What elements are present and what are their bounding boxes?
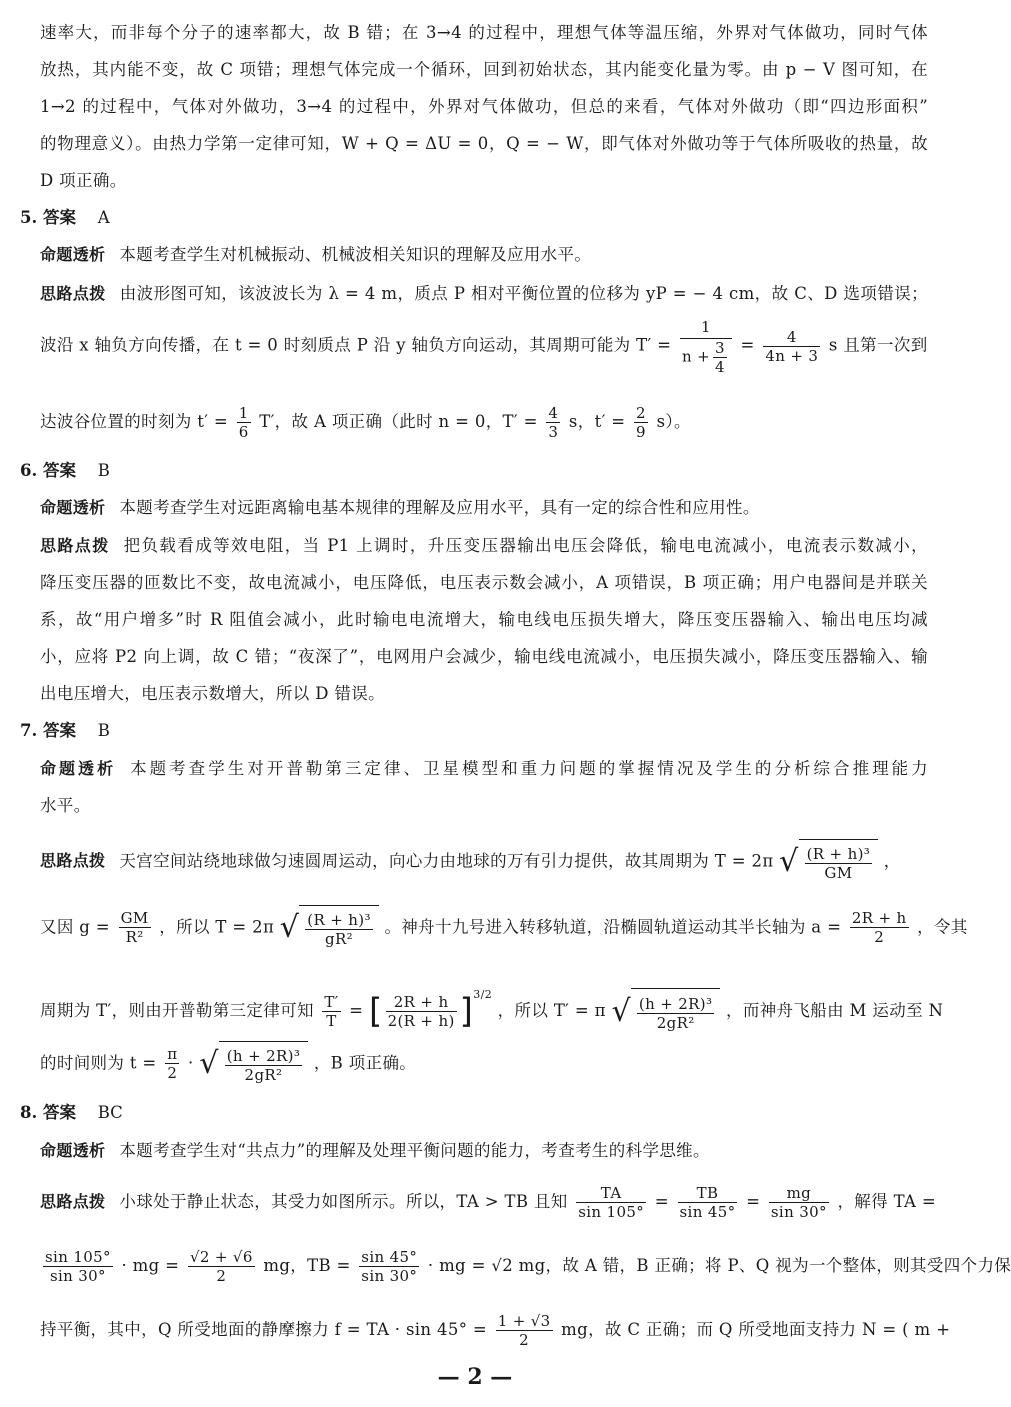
q8-answer-label: 答案 bbox=[42, 1103, 76, 1122]
q7-hint-text-4a: 的时间则为 t = bbox=[40, 1053, 157, 1073]
frac-denominator: GM bbox=[805, 863, 873, 882]
frac-denominator: 2 bbox=[188, 1266, 255, 1285]
frac-denominator: 3 bbox=[548, 423, 559, 441]
q7-intent-row-2: 水平。 bbox=[40, 796, 91, 815]
frac-numerator: sin 105° bbox=[45, 1248, 111, 1266]
equals-sign: = bbox=[740, 335, 755, 355]
q8-sin-ratio-2 bbox=[359, 1248, 419, 1285]
frac-denominator: 2gR² bbox=[637, 1013, 714, 1032]
frac-denominator: 2 bbox=[165, 1063, 179, 1082]
radical-sign: √ bbox=[611, 993, 631, 1029]
q6-intent-row bbox=[40, 498, 928, 518]
q8-hint-row-1 bbox=[40, 1180, 937, 1224]
q7-intent-row bbox=[40, 759, 928, 779]
q7-period-ratio bbox=[322, 993, 340, 1030]
q8-tb-fraction bbox=[678, 1184, 738, 1221]
q5-number: 5. bbox=[20, 208, 38, 227]
radical-sign: √ bbox=[199, 1046, 219, 1081]
frac-denominator: sin 45° bbox=[679, 1203, 736, 1221]
q5-hint-text-3d: s）。 bbox=[656, 412, 691, 431]
frac-numerator: TA bbox=[600, 1184, 622, 1202]
q5-hint-row-3 bbox=[40, 402, 928, 442]
frac-numerator: 1 bbox=[238, 404, 249, 422]
q6-hint-row-3: 系，故“用户增多”时 R 阻值会减小，此时输电电流增大，输电线电压损失增大，降压变压器输入、输出电压均减 bbox=[40, 610, 928, 629]
radicand bbox=[299, 905, 379, 952]
q7-hint-text-3c: ，所以 T′ = π bbox=[497, 1001, 606, 1020]
q6-number: 6. bbox=[20, 461, 38, 480]
radicand bbox=[631, 988, 720, 1035]
multiplication-dot: · bbox=[188, 1053, 194, 1073]
q7-hint-row-4 bbox=[40, 1040, 928, 1088]
q5-hint-text-3c: s，t′ = bbox=[568, 412, 626, 431]
frac-numerator: π bbox=[167, 1045, 178, 1064]
q7-hint-text-1b: ， bbox=[883, 851, 901, 871]
equals-sign: = bbox=[349, 1001, 364, 1020]
q4-line-5: D 项正确。 bbox=[40, 171, 127, 190]
frac-numerator: 4 bbox=[548, 404, 559, 422]
q5-hint-text-1: 由波形图可知，该波波长为 λ = 4 m，质点 P 相对平衡位置的位移为 yP = − 4 cm，故 C、D 选项错误； bbox=[119, 284, 928, 303]
frac-denominator: sin 30° bbox=[43, 1266, 113, 1285]
frac-numerator: 2R + h bbox=[851, 909, 907, 928]
q8-ta-fraction bbox=[576, 1184, 646, 1221]
q5-hint-label: 思路点拨 bbox=[40, 284, 106, 303]
q8-hint-row-3 bbox=[40, 1308, 951, 1352]
frac-denominator: R² bbox=[119, 927, 151, 946]
frac-denominator: T bbox=[322, 1011, 340, 1030]
q5-fraction-4-3 bbox=[546, 404, 560, 441]
frac-denominator: sin 30° bbox=[361, 1267, 418, 1285]
q6-answer-row bbox=[20, 461, 110, 481]
frac-numerator: 3 bbox=[715, 339, 725, 357]
frac-numerator: 2 bbox=[636, 404, 646, 422]
q4-line-4: 的物理意义）。由热力学第一定律可知，W + Q = ΔU = 0，Q = − W，即气体对外做功等于气体所吸收的热量，故 bbox=[40, 134, 928, 153]
q8-hint-text-2c: · mg = √2 mg，故 A 错，B 正确；将 P、Q 视为一个整体，则其受四个力保 bbox=[427, 1256, 1011, 1275]
q8-intent-label: 命题透析 bbox=[40, 1141, 106, 1160]
radical-sign: √ bbox=[279, 910, 300, 945]
frac-numerator: sin 45° bbox=[361, 1248, 418, 1266]
q5-hint-row-2 bbox=[40, 316, 928, 376]
frac-numerator: (R + h)³ bbox=[806, 845, 871, 863]
q5-hint-text-2b: s 且第一次到 bbox=[828, 335, 928, 355]
q6-hint-row-1 bbox=[40, 536, 928, 556]
q7-sqrt-4 bbox=[199, 1040, 308, 1088]
q6-intent-label: 命题透析 bbox=[40, 498, 106, 517]
frac-denominator: 2gR² bbox=[225, 1065, 302, 1084]
q8-root-fraction bbox=[188, 1248, 255, 1285]
q7-hint-row-3 bbox=[40, 972, 944, 1035]
q7-hint-row-1 bbox=[40, 838, 928, 886]
q4-line-1: 速率大，而非每个分子的速率都大，故 B 错；在 3→4 的过程中，理想气体等温压缩，外界对气体做功，同时气体 bbox=[40, 23, 928, 42]
q8-number: 8. bbox=[20, 1103, 38, 1122]
q5-answer-label: 答案 bbox=[42, 208, 76, 227]
q6-hint-label: 思路点拨 bbox=[40, 536, 110, 555]
frac-numerator: (R + h)³ bbox=[307, 911, 371, 929]
q7-number: 7. bbox=[20, 721, 38, 740]
q7-intent-text-1: 本题考查学生对开普勒第三定律、卫星模型和重力问题的掌握情况及学生的分析综合推理能力 bbox=[130, 759, 928, 778]
frac-denominator: sin 105° bbox=[578, 1203, 645, 1221]
q8-hint-text-1b: ，解得 TA = bbox=[837, 1192, 937, 1211]
radicand bbox=[219, 1041, 308, 1088]
radicand-fraction bbox=[805, 845, 873, 882]
frac-denominator bbox=[680, 338, 732, 376]
frac-denominator: 4n + 3 bbox=[765, 346, 819, 365]
q8-hint-text-3a: 持平衡，其中，Q 所受地面的静摩擦力 f = TA · sin 45° = bbox=[40, 1320, 488, 1339]
q7-hint-text-2c: 。神舟十九号进入转移轨道，沿椭圆轨道运动其半长轴为 a = bbox=[384, 917, 842, 937]
q7-answer-row bbox=[20, 721, 110, 741]
q7-sqrt-2 bbox=[280, 904, 379, 952]
q8-hint-text-2a: · mg = bbox=[121, 1256, 180, 1275]
q8-friction-fraction bbox=[496, 1312, 553, 1349]
q5-period-fraction-1 bbox=[680, 316, 732, 376]
q5-fraction-1-6 bbox=[237, 404, 251, 441]
q8-hint-text-1a: 小球处于静止状态，其受力如图所示。所以，TA > TB 且知 bbox=[119, 1192, 568, 1211]
q5-intent-label: 命题透析 bbox=[40, 245, 106, 264]
q7-intent-label: 命题透析 bbox=[40, 759, 117, 778]
q8-intent-row bbox=[40, 1141, 928, 1161]
q8-hint-text-3b: mg，故 C 正确；而 Q 所受地面支持力 N = ( m + bbox=[561, 1320, 951, 1339]
frac-denominator: 2 bbox=[850, 927, 909, 946]
q7-hint-text-2b: ，所以 T = 2π bbox=[159, 917, 275, 937]
q4-line-2: 放热，其内能不变，故 C 项错；理想气体完成一个循环，回到初始状态，其内能变化量为零。由 p − V 图可知，在 bbox=[40, 60, 928, 79]
q6-hint-row-5: 出电压增大，电压表示数增大，所以 D 错误。 bbox=[40, 684, 385, 703]
frac-numerator: (h + 2R)³ bbox=[226, 1047, 301, 1065]
q7-sqrt-3 bbox=[611, 988, 720, 1036]
q8-hint-text-2b: mg，TB = bbox=[263, 1256, 351, 1275]
frac-numerator: 1 bbox=[701, 318, 711, 336]
q7-sqrt-1 bbox=[779, 838, 878, 886]
left-bracket: [ bbox=[368, 991, 383, 1032]
q8-mg-fraction bbox=[769, 1184, 829, 1221]
frac-denominator: 4 bbox=[715, 358, 725, 376]
q5-intent-text: 本题考查学生对机械振动、机械波相关知识的理解及应用水平。 bbox=[119, 245, 592, 264]
q8-intent-text: 本题考查学生对“共点力”的理解及处理平衡问题的能力，考查考生的科学思维。 bbox=[119, 1141, 710, 1160]
frac-numerator: TB bbox=[696, 1184, 719, 1202]
equals-sign: = bbox=[746, 1192, 761, 1211]
q6-answer-label: 答案 bbox=[42, 461, 76, 480]
frac-denominator: gR² bbox=[305, 929, 373, 948]
q5-hint-text-2a: 波沿 x 轴负方向传播，在 t = 0 时刻质点 P 沿 y 轴负方向运动，其周期可能为 T′ = bbox=[40, 335, 672, 355]
frac-numerator: GM bbox=[120, 909, 149, 928]
frac-numerator: 4 bbox=[786, 327, 797, 346]
q5-hint-text-3a: 达波谷位置的时刻为 t′ = bbox=[40, 412, 229, 431]
q4-line-3: 1→2 的过程中，气体对外做功，3→4 的过程中，外界对气体做功，但总的来看，气体对外做功（即“四边形面积” bbox=[40, 97, 928, 116]
frac-denominator: 6 bbox=[238, 423, 249, 441]
frac-numerator: T′ bbox=[324, 993, 339, 1011]
radicand-fraction bbox=[305, 911, 373, 948]
q7-hint-text-4c: ，B 项正确。 bbox=[313, 1053, 417, 1073]
q8-answer: BC bbox=[97, 1103, 123, 1122]
q7-hint-label: 思路点拨 bbox=[40, 851, 106, 871]
q7-hint-text-3d: ，而神舟飞船由 M 运动至 N bbox=[726, 1001, 944, 1020]
q5-period-fraction-2 bbox=[763, 328, 820, 365]
q5-fraction-2-9 bbox=[634, 404, 648, 441]
radicand bbox=[799, 839, 879, 886]
frac-numerator: (h + 2R)³ bbox=[638, 994, 713, 1013]
frac-denominator: sin 30° bbox=[770, 1203, 827, 1221]
radicand-fraction bbox=[637, 995, 714, 1032]
q6-hint-text-1: 把负载看成等效电阻，当 P1 上调时，升压变压器输出电压会降低，输电电流减小，电流表示数减小， bbox=[123, 536, 928, 555]
frac-numerator: 1 + √3 bbox=[497, 1312, 551, 1330]
q5-answer-row bbox=[20, 208, 110, 228]
q6-hint-row-2: 降压变压器的匝数比不变，故电流减小，电压降低，电压表示数会减小，A 项错误，B 项正确；用户电器间是并联关 bbox=[40, 573, 928, 592]
frac-numerator: mg bbox=[786, 1184, 812, 1202]
q8-sin-ratio-1 bbox=[43, 1248, 113, 1285]
frac-numerator: √2 + √6 bbox=[189, 1248, 253, 1266]
page-number: — 2 — bbox=[437, 1364, 513, 1390]
frac-numerator: 2R + h bbox=[393, 993, 449, 1011]
q7-pi-fraction bbox=[165, 1045, 179, 1082]
radicand-fraction bbox=[225, 1047, 302, 1084]
q7-hint-text-1a: 天宫空间站绕地球做匀速圆周运动，向心力由地球的万有引力提供，故其周期为 T = 2π bbox=[119, 851, 774, 871]
q5-nested-fraction bbox=[713, 339, 727, 376]
equals-sign: = bbox=[654, 1192, 669, 1211]
frac-denominator: 2(R + h) bbox=[387, 1012, 455, 1030]
q7-exponent: 3/2 bbox=[473, 988, 493, 1001]
frac-denominator: 9 bbox=[636, 423, 646, 441]
frac-denominator: 2 bbox=[496, 1330, 553, 1349]
q8-hint-row-2 bbox=[40, 1244, 1011, 1288]
q7-hint-text-2d: ，令其 bbox=[917, 917, 968, 937]
radical-sign: √ bbox=[779, 844, 799, 879]
q5-hint-text-3b: T′，故 A 项正确（此时 n = 0，T′ = bbox=[259, 412, 538, 431]
q6-hint-row-4: 小，应将 P2 向上调，故 C 错；“夜深了”，电网用户会减少，输电线电流减小，电压损失减小，降压变压器输入、输 bbox=[40, 647, 928, 666]
q5-answer: A bbox=[97, 208, 110, 227]
q5-intent-row bbox=[40, 245, 928, 265]
q8-answer-row bbox=[20, 1103, 123, 1123]
q6-intent-text: 本题考查学生对远距离输电基本规律的理解及应用水平，具有一定的综合性和应用性。 bbox=[119, 498, 760, 517]
q5-hint-row-1 bbox=[40, 284, 928, 304]
q7-answer-label: 答案 bbox=[42, 721, 76, 740]
q7-a-fraction bbox=[850, 909, 909, 946]
q7-g-fraction bbox=[119, 909, 151, 946]
q7-hint-text-3a: 周期为 T′，则由开普勒第三定律可知 bbox=[40, 1001, 314, 1020]
q7-answer: B bbox=[97, 721, 110, 740]
q6-answer: B bbox=[97, 461, 110, 480]
q8-hint-label: 思路点拨 bbox=[40, 1192, 106, 1211]
frac-denominator-text: n + bbox=[681, 347, 711, 366]
right-bracket: ] bbox=[459, 991, 474, 1032]
q7-hint-text-2a: 又因 g = bbox=[40, 917, 110, 937]
q7-kepler-fraction bbox=[386, 993, 457, 1030]
q7-hint-row-2 bbox=[40, 904, 968, 952]
